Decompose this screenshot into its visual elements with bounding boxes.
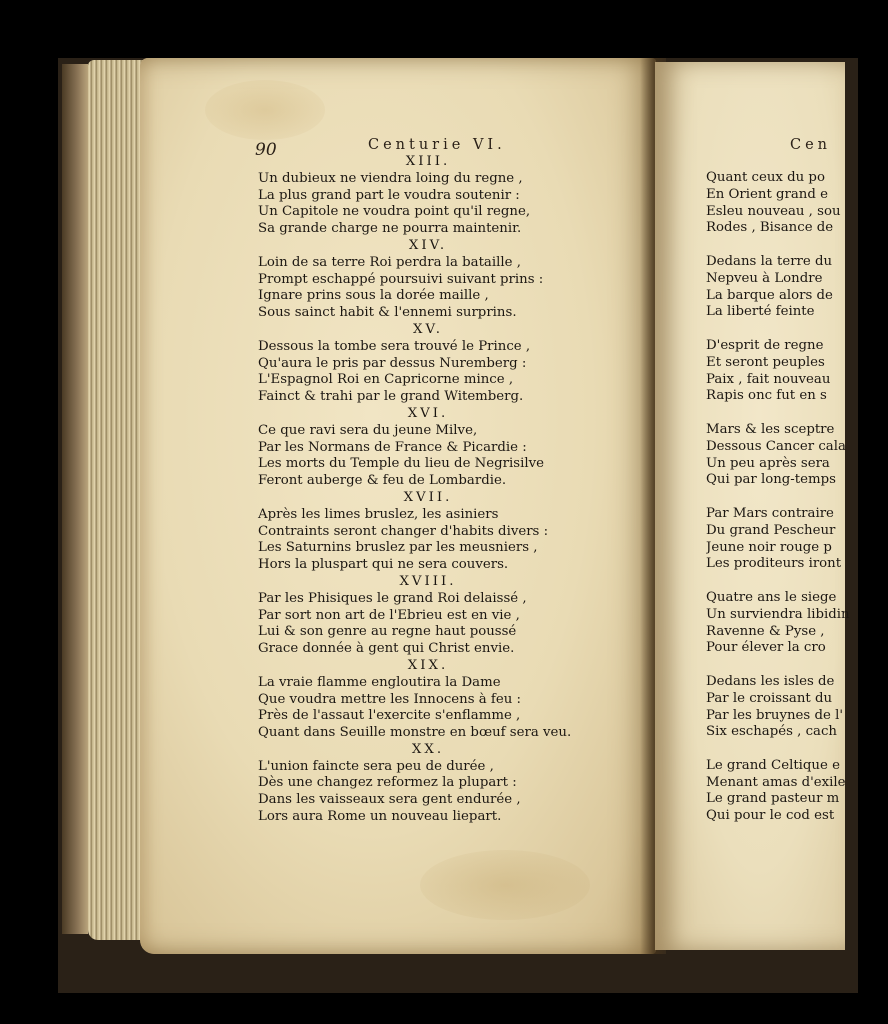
verse-line: Mars & les sceptre — [706, 421, 835, 437]
quatrain — [258, 238, 648, 322]
verse-line: Fainct & trahi par le grand Witemberg. — [258, 389, 524, 405]
quatrain-number: XVII. — [403, 489, 453, 505]
verse-line: Quant ceux du po — [706, 170, 825, 185]
paper-stain — [420, 850, 590, 920]
quatrain-number: XIX. — [407, 657, 449, 673]
verse-line: Ravenne & Pyse , — [706, 623, 825, 639]
verse-line: Dessous Cancer cala — [706, 438, 846, 454]
verse-line: L'Espagnol Roi en Capricorne mince , — [258, 372, 514, 388]
verse-line: Et seront peuples — [706, 354, 825, 370]
verse-line: D'esprit de regne — [706, 337, 824, 353]
quatrain — [258, 658, 648, 742]
running-head: Centurie VI. — [368, 137, 506, 153]
verse-line: Ignare prins sous la dorée maille , — [258, 288, 489, 304]
verse-line: Lors aura Rome un nouveau liepart. — [258, 809, 502, 825]
quatrain-number: XIV. — [408, 237, 448, 253]
verse-line: En Orient grand e — [706, 186, 828, 202]
quatrain — [258, 490, 648, 574]
verse-line: Par le croissant du — [706, 690, 833, 706]
verse-line: Le grand Celtique e — [706, 757, 840, 773]
verse-line: Esleu nouveau , sou — [706, 203, 841, 219]
verse-line: Que voudra mettre les Innocens à feu : — [258, 691, 521, 707]
verse-line: Du grand Pescheur — [706, 522, 836, 538]
verse-line: Les proditeurs iront — [706, 556, 842, 572]
quatrain-number: XIII. — [405, 154, 451, 169]
verse-line: Dans les vaisseaux sera gent endurée , — [258, 792, 521, 808]
verse-line: Un Capitole ne voudra point qu'il regne, — [258, 204, 531, 220]
verse-line: Dessous la tombe sera trouvé le Prince , — [258, 338, 531, 354]
verse-line: Par les Phisiques le grand Roi delaissé , — [258, 590, 527, 606]
verse-line: Sous sainct habit & l'ennemi surprins. — [258, 305, 517, 321]
verse-line: Rapis onc fut en s — [706, 388, 827, 404]
verse-line: Rodes , Bisance de — [706, 220, 834, 236]
quatrain-number: XV. — [413, 321, 443, 337]
verse-line: Lui & son genre au regne haut poussé — [258, 624, 517, 640]
verse-line: Un dubieux ne viendra loing du regne , — [258, 170, 523, 186]
quatrain — [258, 406, 648, 490]
verse-line: Les Saturnins bruslez par les meusniers , — [258, 540, 538, 556]
verse-line: Nepveu à Londre — [706, 270, 823, 286]
verse-line: Hors la pluspart qui ne sera couvers. — [258, 557, 509, 573]
verse-line: L'union faincte sera peu de durée , — [258, 758, 494, 774]
right-page-text — [706, 170, 866, 830]
verse-line: Quant dans Seuille monstre en bœuf sera veu. — [258, 725, 572, 741]
quatrain-number: XX. — [411, 741, 445, 757]
verse-line: Dès une changez reformez la plupart : — [258, 775, 517, 791]
right-running-head: Cen — [790, 137, 832, 153]
verse-line: Le grand pasteur m — [706, 791, 840, 807]
verse-line: Près de l'assaut l'exercite s'enflamme , — [258, 708, 521, 724]
stanza-gap — [706, 741, 866, 758]
verse-line: Menant amas d'exile — [706, 774, 846, 790]
verse-line: Ce que ravi sera du jeune Milve, — [258, 422, 478, 438]
verse-line: Grace donnée à gent qui Christ envie. — [258, 641, 515, 657]
verse-line: Loin de sa terre Roi perdra la bataille , — [258, 254, 521, 270]
verse-line: Feront auberge & feu de Lombardie. — [258, 473, 507, 489]
verse-line: Pour élever la cro — [706, 640, 826, 656]
verse-line: Dedans la terre du — [706, 253, 833, 269]
quatrain — [258, 574, 648, 658]
verse-line: Sa grande charge ne pourra maintenir. — [258, 221, 522, 237]
verse-line: Contraints seront changer d'habits divers : — [258, 523, 549, 539]
verse-line: La liberté feinte — [706, 304, 815, 320]
verse-line: Par les Normans de France & Picardie : — [258, 439, 527, 455]
verse-line: Par sort non art de l'Ebrieu est en vie , — [258, 607, 520, 623]
stanza-gap — [706, 405, 866, 422]
verse-line: Par Mars contraire — [706, 505, 834, 521]
verse-line: La plus grand part le voudra soutenir : — [258, 187, 520, 203]
quatrain — [258, 322, 648, 406]
stanza-gap — [706, 321, 866, 338]
verse-line: La vraie flamme engloutira la Dame — [258, 674, 501, 690]
left-page-text — [258, 154, 648, 826]
verse-line: Prompt eschappé poursuivi suivant prins : — [258, 271, 544, 287]
stanza-gap — [706, 237, 866, 254]
verse-line: Dedans les isles de — [706, 673, 835, 689]
verse-line: Par les bruynes de l' — [706, 707, 843, 723]
verse-line: Jeune noir rouge p — [706, 539, 832, 555]
quatrain-number: XVI. — [407, 405, 449, 421]
verse-line: Un peu après sera — [706, 455, 830, 471]
verse-line: Qui par long-temps — [706, 472, 836, 488]
verse-line: Qu'aura le pris par dessus Nuremberg : — [258, 355, 527, 371]
verse-line: Quatre ans le siege — [706, 589, 837, 605]
cover-board-edge — [62, 64, 88, 934]
quatrain — [258, 742, 648, 826]
verse-line: Après les limes bruslez, les asiniers — [258, 506, 499, 522]
stanza-gap — [706, 573, 866, 590]
paper-stain — [205, 80, 325, 140]
quatrain — [258, 154, 648, 238]
stanza-gap — [706, 657, 866, 674]
verse-line: Un surviendra libidin — [706, 606, 850, 622]
verse-line: Qui pour le cod est — [706, 808, 835, 824]
page-number: 90 — [255, 140, 277, 160]
verse-line: Paix , fait nouveau — [706, 371, 831, 387]
stanza-gap — [706, 489, 866, 506]
verse-line: La barque alors de — [706, 287, 833, 303]
verse-line: Six eschapés , cach — [706, 724, 837, 740]
verse-line: Les morts du Temple du lieu de Negrisilve — [258, 456, 544, 472]
quatrain-number: XVIII. — [399, 573, 457, 589]
